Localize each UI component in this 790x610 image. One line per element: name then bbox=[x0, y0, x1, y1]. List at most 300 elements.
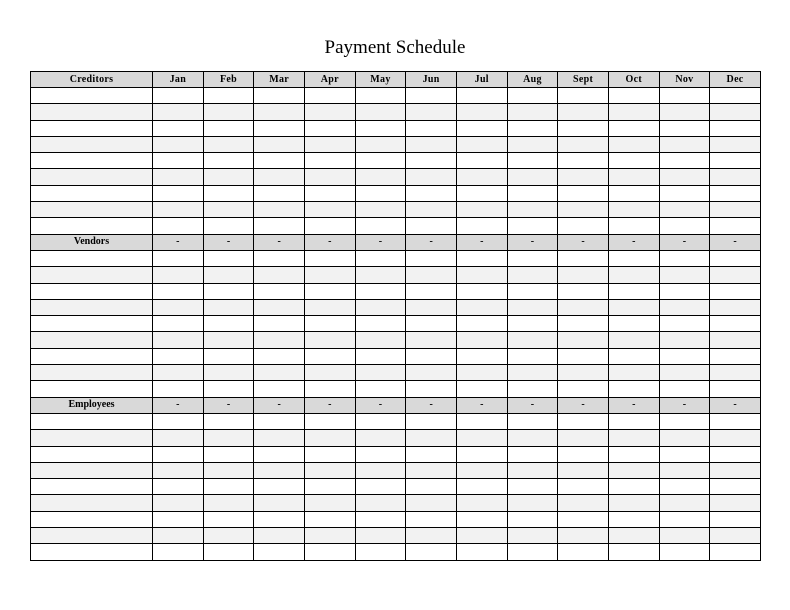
vendor-oct-cell[interactable] bbox=[608, 332, 659, 348]
creditor-aug-cell[interactable] bbox=[507, 136, 558, 152]
employee-apr-cell[interactable] bbox=[304, 495, 355, 511]
employee-jan-cell[interactable] bbox=[153, 528, 204, 544]
employee-dec-cell[interactable] bbox=[710, 511, 761, 527]
creditor-oct-cell[interactable] bbox=[608, 88, 659, 104]
vendor-apr-cell[interactable] bbox=[304, 365, 355, 381]
creditor-jul-cell[interactable] bbox=[456, 169, 507, 185]
vendor-aug-cell[interactable] bbox=[507, 381, 558, 397]
vendor-mar-cell[interactable] bbox=[254, 381, 305, 397]
creditor-apr-cell[interactable] bbox=[304, 218, 355, 234]
employee-dec-cell[interactable] bbox=[710, 495, 761, 511]
vendor-feb-cell[interactable] bbox=[203, 316, 254, 332]
vendor-oct-cell[interactable] bbox=[608, 348, 659, 364]
employee-jan-cell[interactable] bbox=[153, 511, 204, 527]
vendor-jun-cell[interactable] bbox=[406, 381, 457, 397]
employee-oct-cell[interactable] bbox=[608, 479, 659, 495]
employee-dec-cell[interactable] bbox=[710, 413, 761, 429]
employee-oct-cell[interactable] bbox=[608, 511, 659, 527]
employee-oct-cell[interactable] bbox=[608, 544, 659, 560]
employee-feb-cell[interactable] bbox=[203, 495, 254, 511]
creditor-dec-cell[interactable] bbox=[710, 218, 761, 234]
creditor-feb-cell[interactable] bbox=[203, 88, 254, 104]
employee-aug-cell[interactable] bbox=[507, 544, 558, 560]
vendor-jun-cell[interactable] bbox=[406, 316, 457, 332]
vendor-jul-cell[interactable] bbox=[456, 250, 507, 266]
employee-jan-cell[interactable] bbox=[153, 495, 204, 511]
employee-mar-cell[interactable] bbox=[254, 430, 305, 446]
employee-aug-cell[interactable] bbox=[507, 528, 558, 544]
employee-sept-cell[interactable] bbox=[558, 511, 609, 527]
vendor-sept-cell[interactable] bbox=[558, 348, 609, 364]
employee-jul-cell[interactable] bbox=[456, 413, 507, 429]
employee-jul-cell[interactable] bbox=[456, 462, 507, 478]
vendor-jun-cell[interactable] bbox=[406, 283, 457, 299]
vendor-jun-cell[interactable] bbox=[406, 332, 457, 348]
creditor-jan-cell[interactable] bbox=[153, 218, 204, 234]
employee-may-cell[interactable] bbox=[355, 430, 406, 446]
creditor-dec-cell[interactable] bbox=[710, 104, 761, 120]
creditor-apr-cell[interactable] bbox=[304, 104, 355, 120]
employee-feb-cell[interactable] bbox=[203, 479, 254, 495]
vendor-aug-cell[interactable] bbox=[507, 332, 558, 348]
creditor-aug-cell[interactable] bbox=[507, 169, 558, 185]
creditor-may-cell[interactable] bbox=[355, 120, 406, 136]
employee-aug-cell[interactable] bbox=[507, 413, 558, 429]
creditor-aug-cell[interactable] bbox=[507, 218, 558, 234]
vendor-feb-cell[interactable] bbox=[203, 299, 254, 315]
employee-apr-cell[interactable] bbox=[304, 446, 355, 462]
creditor-jun-cell[interactable] bbox=[406, 136, 457, 152]
employee-feb-cell[interactable] bbox=[203, 446, 254, 462]
creditor-dec-cell[interactable] bbox=[710, 185, 761, 201]
employee-name-cell[interactable] bbox=[31, 528, 153, 544]
creditor-nov-cell[interactable] bbox=[659, 136, 710, 152]
creditor-mar-cell[interactable] bbox=[254, 104, 305, 120]
creditor-may-cell[interactable] bbox=[355, 185, 406, 201]
vendor-feb-cell[interactable] bbox=[203, 381, 254, 397]
employee-aug-cell[interactable] bbox=[507, 479, 558, 495]
vendor-aug-cell[interactable] bbox=[507, 283, 558, 299]
vendor-sept-cell[interactable] bbox=[558, 316, 609, 332]
vendor-jul-cell[interactable] bbox=[456, 283, 507, 299]
vendor-sept-cell[interactable] bbox=[558, 299, 609, 315]
vendor-sept-cell[interactable] bbox=[558, 250, 609, 266]
vendor-oct-cell[interactable] bbox=[608, 365, 659, 381]
creditor-nov-cell[interactable] bbox=[659, 202, 710, 218]
creditor-jan-cell[interactable] bbox=[153, 153, 204, 169]
employee-mar-cell[interactable] bbox=[254, 544, 305, 560]
creditor-jun-cell[interactable] bbox=[406, 202, 457, 218]
employee-sept-cell[interactable] bbox=[558, 446, 609, 462]
vendor-dec-cell[interactable] bbox=[710, 250, 761, 266]
creditor-jan-cell[interactable] bbox=[153, 185, 204, 201]
creditor-apr-cell[interactable] bbox=[304, 185, 355, 201]
creditor-jun-cell[interactable] bbox=[406, 218, 457, 234]
creditor-aug-cell[interactable] bbox=[507, 185, 558, 201]
employee-sept-cell[interactable] bbox=[558, 528, 609, 544]
employee-nov-cell[interactable] bbox=[659, 446, 710, 462]
creditor-apr-cell[interactable] bbox=[304, 88, 355, 104]
employee-sept-cell[interactable] bbox=[558, 430, 609, 446]
vendor-sept-cell[interactable] bbox=[558, 381, 609, 397]
creditor-jul-cell[interactable] bbox=[456, 104, 507, 120]
vendor-jul-cell[interactable] bbox=[456, 267, 507, 283]
creditor-feb-cell[interactable] bbox=[203, 218, 254, 234]
employee-jan-cell[interactable] bbox=[153, 462, 204, 478]
employee-apr-cell[interactable] bbox=[304, 544, 355, 560]
vendor-apr-cell[interactable] bbox=[304, 332, 355, 348]
creditor-oct-cell[interactable] bbox=[608, 185, 659, 201]
vendor-name-cell[interactable] bbox=[31, 250, 153, 266]
vendor-dec-cell[interactable] bbox=[710, 299, 761, 315]
creditor-sept-cell[interactable] bbox=[558, 202, 609, 218]
creditor-jun-cell[interactable] bbox=[406, 185, 457, 201]
vendor-mar-cell[interactable] bbox=[254, 250, 305, 266]
employee-name-cell[interactable] bbox=[31, 544, 153, 560]
creditor-dec-cell[interactable] bbox=[710, 88, 761, 104]
vendor-aug-cell[interactable] bbox=[507, 365, 558, 381]
employee-sept-cell[interactable] bbox=[558, 544, 609, 560]
employee-mar-cell[interactable] bbox=[254, 495, 305, 511]
creditor-name-cell[interactable] bbox=[31, 202, 153, 218]
vendor-jan-cell[interactable] bbox=[153, 381, 204, 397]
vendor-feb-cell[interactable] bbox=[203, 250, 254, 266]
creditor-jun-cell[interactable] bbox=[406, 88, 457, 104]
creditor-nov-cell[interactable] bbox=[659, 120, 710, 136]
employee-mar-cell[interactable] bbox=[254, 446, 305, 462]
employee-aug-cell[interactable] bbox=[507, 495, 558, 511]
vendor-oct-cell[interactable] bbox=[608, 316, 659, 332]
creditor-jun-cell[interactable] bbox=[406, 153, 457, 169]
creditor-feb-cell[interactable] bbox=[203, 104, 254, 120]
creditor-jun-cell[interactable] bbox=[406, 120, 457, 136]
vendor-jul-cell[interactable] bbox=[456, 332, 507, 348]
creditor-feb-cell[interactable] bbox=[203, 153, 254, 169]
vendor-nov-cell[interactable] bbox=[659, 348, 710, 364]
creditor-may-cell[interactable] bbox=[355, 202, 406, 218]
employee-feb-cell[interactable] bbox=[203, 511, 254, 527]
vendor-aug-cell[interactable] bbox=[507, 299, 558, 315]
creditor-oct-cell[interactable] bbox=[608, 120, 659, 136]
vendor-may-cell[interactable] bbox=[355, 332, 406, 348]
creditor-nov-cell[interactable] bbox=[659, 218, 710, 234]
creditor-jun-cell[interactable] bbox=[406, 169, 457, 185]
employee-dec-cell[interactable] bbox=[710, 462, 761, 478]
employee-jul-cell[interactable] bbox=[456, 479, 507, 495]
employee-name-cell[interactable] bbox=[31, 446, 153, 462]
employee-aug-cell[interactable] bbox=[507, 430, 558, 446]
vendor-jan-cell[interactable] bbox=[153, 316, 204, 332]
vendor-nov-cell[interactable] bbox=[659, 267, 710, 283]
vendor-name-cell[interactable] bbox=[31, 267, 153, 283]
creditor-nov-cell[interactable] bbox=[659, 169, 710, 185]
employee-name-cell[interactable] bbox=[31, 479, 153, 495]
creditor-jul-cell[interactable] bbox=[456, 153, 507, 169]
employee-apr-cell[interactable] bbox=[304, 462, 355, 478]
creditor-feb-cell[interactable] bbox=[203, 169, 254, 185]
vendor-may-cell[interactable] bbox=[355, 299, 406, 315]
employee-jul-cell[interactable] bbox=[456, 528, 507, 544]
employee-mar-cell[interactable] bbox=[254, 479, 305, 495]
creditor-may-cell[interactable] bbox=[355, 104, 406, 120]
creditor-sept-cell[interactable] bbox=[558, 120, 609, 136]
employee-sept-cell[interactable] bbox=[558, 479, 609, 495]
vendor-nov-cell[interactable] bbox=[659, 381, 710, 397]
vendor-dec-cell[interactable] bbox=[710, 267, 761, 283]
creditor-jun-cell[interactable] bbox=[406, 104, 457, 120]
employee-nov-cell[interactable] bbox=[659, 544, 710, 560]
vendor-may-cell[interactable] bbox=[355, 348, 406, 364]
employee-dec-cell[interactable] bbox=[710, 446, 761, 462]
employee-jun-cell[interactable] bbox=[406, 479, 457, 495]
creditor-jan-cell[interactable] bbox=[153, 104, 204, 120]
vendor-mar-cell[interactable] bbox=[254, 316, 305, 332]
employee-name-cell[interactable] bbox=[31, 413, 153, 429]
employee-jan-cell[interactable] bbox=[153, 430, 204, 446]
employee-name-cell[interactable] bbox=[31, 511, 153, 527]
employee-name-cell[interactable] bbox=[31, 495, 153, 511]
vendor-dec-cell[interactable] bbox=[710, 332, 761, 348]
employee-mar-cell[interactable] bbox=[254, 511, 305, 527]
employee-jul-cell[interactable] bbox=[456, 495, 507, 511]
creditor-jan-cell[interactable] bbox=[153, 88, 204, 104]
vendor-dec-cell[interactable] bbox=[710, 316, 761, 332]
creditor-name-cell[interactable] bbox=[31, 153, 153, 169]
employee-feb-cell[interactable] bbox=[203, 544, 254, 560]
vendor-apr-cell[interactable] bbox=[304, 348, 355, 364]
creditor-feb-cell[interactable] bbox=[203, 185, 254, 201]
employee-jun-cell[interactable] bbox=[406, 430, 457, 446]
creditor-mar-cell[interactable] bbox=[254, 153, 305, 169]
vendor-nov-cell[interactable] bbox=[659, 250, 710, 266]
vendor-jun-cell[interactable] bbox=[406, 348, 457, 364]
employee-aug-cell[interactable] bbox=[507, 462, 558, 478]
creditor-dec-cell[interactable] bbox=[710, 153, 761, 169]
creditor-oct-cell[interactable] bbox=[608, 136, 659, 152]
vendor-feb-cell[interactable] bbox=[203, 332, 254, 348]
creditor-feb-cell[interactable] bbox=[203, 202, 254, 218]
employee-oct-cell[interactable] bbox=[608, 495, 659, 511]
creditor-jul-cell[interactable] bbox=[456, 202, 507, 218]
creditor-apr-cell[interactable] bbox=[304, 169, 355, 185]
creditor-may-cell[interactable] bbox=[355, 136, 406, 152]
employee-oct-cell[interactable] bbox=[608, 528, 659, 544]
vendor-jan-cell[interactable] bbox=[153, 332, 204, 348]
creditor-mar-cell[interactable] bbox=[254, 88, 305, 104]
employee-dec-cell[interactable] bbox=[710, 479, 761, 495]
employee-jun-cell[interactable] bbox=[406, 413, 457, 429]
creditor-jul-cell[interactable] bbox=[456, 88, 507, 104]
vendor-jan-cell[interactable] bbox=[153, 250, 204, 266]
creditor-jan-cell[interactable] bbox=[153, 169, 204, 185]
employee-nov-cell[interactable] bbox=[659, 430, 710, 446]
employee-nov-cell[interactable] bbox=[659, 495, 710, 511]
employee-sept-cell[interactable] bbox=[558, 413, 609, 429]
employee-jan-cell[interactable] bbox=[153, 413, 204, 429]
vendor-sept-cell[interactable] bbox=[558, 267, 609, 283]
vendor-oct-cell[interactable] bbox=[608, 267, 659, 283]
vendor-may-cell[interactable] bbox=[355, 250, 406, 266]
creditor-jul-cell[interactable] bbox=[456, 218, 507, 234]
vendor-may-cell[interactable] bbox=[355, 283, 406, 299]
vendor-dec-cell[interactable] bbox=[710, 365, 761, 381]
creditor-sept-cell[interactable] bbox=[558, 153, 609, 169]
vendor-mar-cell[interactable] bbox=[254, 332, 305, 348]
vendor-feb-cell[interactable] bbox=[203, 365, 254, 381]
vendor-jan-cell[interactable] bbox=[153, 283, 204, 299]
vendor-nov-cell[interactable] bbox=[659, 316, 710, 332]
vendor-may-cell[interactable] bbox=[355, 365, 406, 381]
creditor-mar-cell[interactable] bbox=[254, 136, 305, 152]
employee-sept-cell[interactable] bbox=[558, 495, 609, 511]
vendor-dec-cell[interactable] bbox=[710, 283, 761, 299]
creditor-dec-cell[interactable] bbox=[710, 136, 761, 152]
creditor-aug-cell[interactable] bbox=[507, 88, 558, 104]
creditor-oct-cell[interactable] bbox=[608, 104, 659, 120]
employee-oct-cell[interactable] bbox=[608, 462, 659, 478]
employee-jul-cell[interactable] bbox=[456, 430, 507, 446]
vendor-jul-cell[interactable] bbox=[456, 299, 507, 315]
employee-oct-cell[interactable] bbox=[608, 430, 659, 446]
vendor-jan-cell[interactable] bbox=[153, 348, 204, 364]
employee-nov-cell[interactable] bbox=[659, 479, 710, 495]
creditor-aug-cell[interactable] bbox=[507, 202, 558, 218]
creditor-nov-cell[interactable] bbox=[659, 88, 710, 104]
creditor-apr-cell[interactable] bbox=[304, 120, 355, 136]
employee-mar-cell[interactable] bbox=[254, 528, 305, 544]
vendor-mar-cell[interactable] bbox=[254, 365, 305, 381]
employee-aug-cell[interactable] bbox=[507, 446, 558, 462]
employee-may-cell[interactable] bbox=[355, 495, 406, 511]
employee-feb-cell[interactable] bbox=[203, 528, 254, 544]
creditor-name-cell[interactable] bbox=[31, 88, 153, 104]
vendor-name-cell[interactable] bbox=[31, 283, 153, 299]
employee-apr-cell[interactable] bbox=[304, 479, 355, 495]
creditor-jan-cell[interactable] bbox=[153, 136, 204, 152]
employee-may-cell[interactable] bbox=[355, 413, 406, 429]
vendor-aug-cell[interactable] bbox=[507, 267, 558, 283]
employee-jun-cell[interactable] bbox=[406, 511, 457, 527]
vendor-dec-cell[interactable] bbox=[710, 381, 761, 397]
creditor-mar-cell[interactable] bbox=[254, 120, 305, 136]
vendor-jun-cell[interactable] bbox=[406, 299, 457, 315]
vendor-name-cell[interactable] bbox=[31, 381, 153, 397]
employee-apr-cell[interactable] bbox=[304, 413, 355, 429]
vendor-jun-cell[interactable] bbox=[406, 365, 457, 381]
employee-aug-cell[interactable] bbox=[507, 511, 558, 527]
vendor-mar-cell[interactable] bbox=[254, 283, 305, 299]
creditor-sept-cell[interactable] bbox=[558, 169, 609, 185]
employee-jul-cell[interactable] bbox=[456, 544, 507, 560]
vendor-sept-cell[interactable] bbox=[558, 332, 609, 348]
creditor-may-cell[interactable] bbox=[355, 218, 406, 234]
creditor-feb-cell[interactable] bbox=[203, 120, 254, 136]
employee-apr-cell[interactable] bbox=[304, 511, 355, 527]
creditor-name-cell[interactable] bbox=[31, 185, 153, 201]
creditor-apr-cell[interactable] bbox=[304, 136, 355, 152]
employee-jul-cell[interactable] bbox=[456, 511, 507, 527]
creditor-may-cell[interactable] bbox=[355, 169, 406, 185]
vendor-oct-cell[interactable] bbox=[608, 381, 659, 397]
creditor-jan-cell[interactable] bbox=[153, 202, 204, 218]
vendor-oct-cell[interactable] bbox=[608, 299, 659, 315]
vendor-aug-cell[interactable] bbox=[507, 250, 558, 266]
creditor-jul-cell[interactable] bbox=[456, 120, 507, 136]
vendor-jul-cell[interactable] bbox=[456, 365, 507, 381]
vendor-nov-cell[interactable] bbox=[659, 332, 710, 348]
creditor-jul-cell[interactable] bbox=[456, 185, 507, 201]
vendor-aug-cell[interactable] bbox=[507, 316, 558, 332]
employee-feb-cell[interactable] bbox=[203, 413, 254, 429]
vendor-apr-cell[interactable] bbox=[304, 299, 355, 315]
employee-name-cell[interactable] bbox=[31, 430, 153, 446]
creditor-may-cell[interactable] bbox=[355, 153, 406, 169]
creditor-dec-cell[interactable] bbox=[710, 120, 761, 136]
creditor-name-cell[interactable] bbox=[31, 218, 153, 234]
creditor-aug-cell[interactable] bbox=[507, 120, 558, 136]
creditor-mar-cell[interactable] bbox=[254, 202, 305, 218]
creditor-sept-cell[interactable] bbox=[558, 88, 609, 104]
creditor-oct-cell[interactable] bbox=[608, 218, 659, 234]
creditor-aug-cell[interactable] bbox=[507, 104, 558, 120]
employee-jun-cell[interactable] bbox=[406, 544, 457, 560]
creditor-name-cell[interactable] bbox=[31, 169, 153, 185]
creditor-dec-cell[interactable] bbox=[710, 169, 761, 185]
employee-apr-cell[interactable] bbox=[304, 528, 355, 544]
vendor-may-cell[interactable] bbox=[355, 316, 406, 332]
employee-feb-cell[interactable] bbox=[203, 430, 254, 446]
employee-feb-cell[interactable] bbox=[203, 462, 254, 478]
employee-may-cell[interactable] bbox=[355, 446, 406, 462]
employee-mar-cell[interactable] bbox=[254, 413, 305, 429]
employee-jun-cell[interactable] bbox=[406, 495, 457, 511]
creditor-feb-cell[interactable] bbox=[203, 136, 254, 152]
employee-name-cell[interactable] bbox=[31, 462, 153, 478]
vendor-jul-cell[interactable] bbox=[456, 348, 507, 364]
employee-may-cell[interactable] bbox=[355, 528, 406, 544]
creditor-dec-cell[interactable] bbox=[710, 202, 761, 218]
employee-mar-cell[interactable] bbox=[254, 462, 305, 478]
creditor-may-cell[interactable] bbox=[355, 88, 406, 104]
vendor-jan-cell[interactable] bbox=[153, 365, 204, 381]
employee-nov-cell[interactable] bbox=[659, 462, 710, 478]
vendor-jun-cell[interactable] bbox=[406, 250, 457, 266]
vendor-name-cell[interactable] bbox=[31, 316, 153, 332]
vendor-sept-cell[interactable] bbox=[558, 365, 609, 381]
employee-may-cell[interactable] bbox=[355, 462, 406, 478]
vendor-name-cell[interactable] bbox=[31, 299, 153, 315]
employee-apr-cell[interactable] bbox=[304, 430, 355, 446]
vendor-apr-cell[interactable] bbox=[304, 267, 355, 283]
vendor-dec-cell[interactable] bbox=[710, 348, 761, 364]
vendor-apr-cell[interactable] bbox=[304, 250, 355, 266]
creditor-mar-cell[interactable] bbox=[254, 185, 305, 201]
vendor-oct-cell[interactable] bbox=[608, 250, 659, 266]
creditor-oct-cell[interactable] bbox=[608, 202, 659, 218]
creditor-apr-cell[interactable] bbox=[304, 153, 355, 169]
employee-oct-cell[interactable] bbox=[608, 413, 659, 429]
creditor-sept-cell[interactable] bbox=[558, 104, 609, 120]
employee-nov-cell[interactable] bbox=[659, 511, 710, 527]
creditor-sept-cell[interactable] bbox=[558, 185, 609, 201]
vendor-mar-cell[interactable] bbox=[254, 348, 305, 364]
creditor-nov-cell[interactable] bbox=[659, 104, 710, 120]
vendor-name-cell[interactable] bbox=[31, 348, 153, 364]
vendor-nov-cell[interactable] bbox=[659, 365, 710, 381]
vendor-feb-cell[interactable] bbox=[203, 283, 254, 299]
vendor-jan-cell[interactable] bbox=[153, 267, 204, 283]
employee-jul-cell[interactable] bbox=[456, 446, 507, 462]
